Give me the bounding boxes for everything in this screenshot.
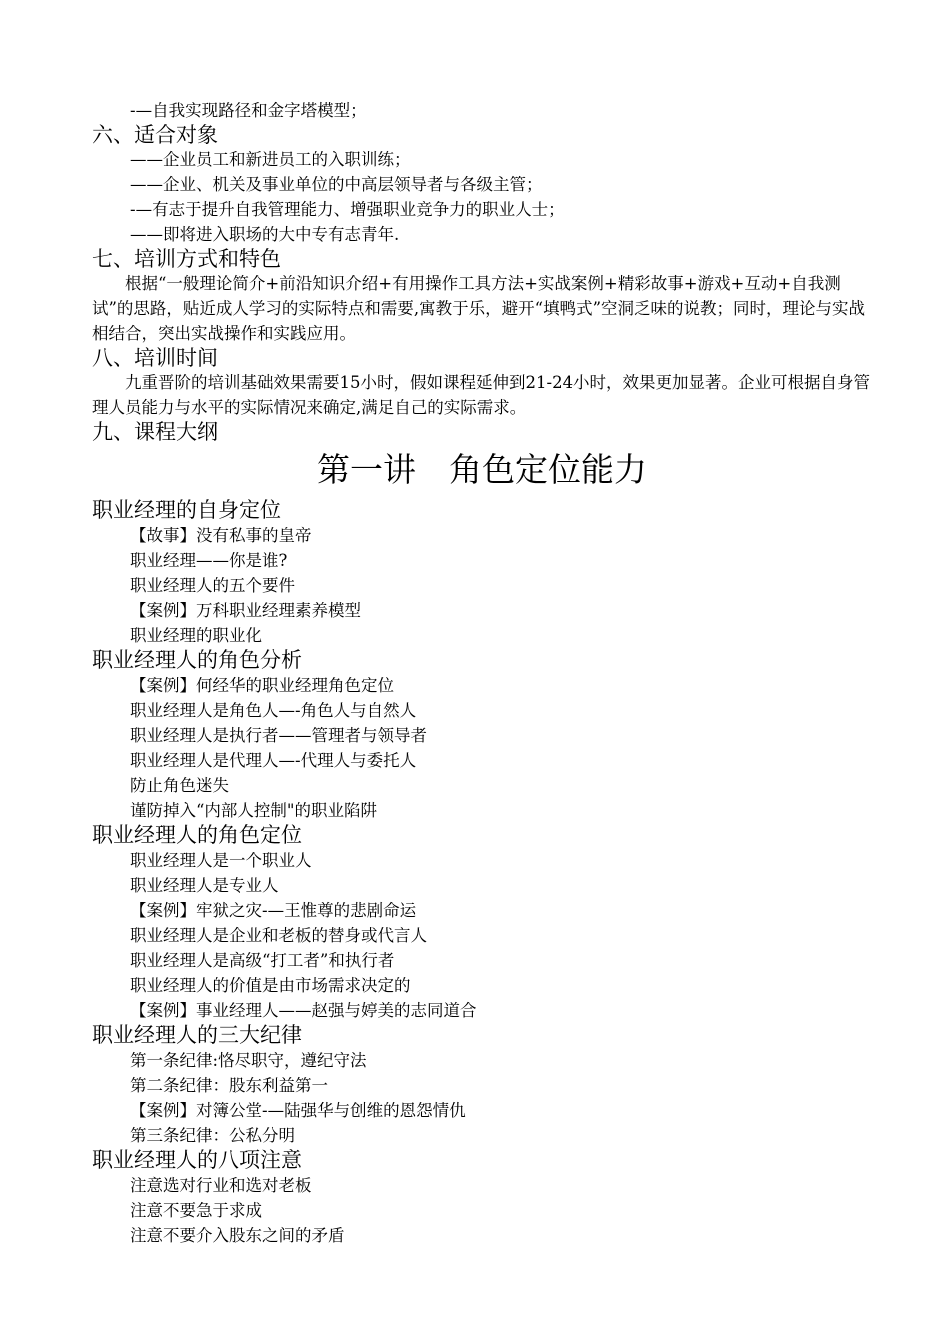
audience-item: -—有志于提升自我管理能力、增强职业竞争力的职业人士； xyxy=(130,200,565,219)
topic-item: 职业经理人是专业人 xyxy=(130,876,279,895)
topic-item: 职业经理人是执行者——管理者与领导者 xyxy=(130,726,427,745)
training-method-paragraph: 根据“一般理论简介+前沿知识介绍+有用操作工具方法+实战案例+精彩故事+游戏+互动+自我测试”的思路，贴近成人学习的实际特点和需要,寓教于乐，避开“填鸭式”空洞乏味的说教；同时，理论与实战相结合，突出实战操作和实践应用。 xyxy=(92,274,866,343)
topic-title: 职业经理的自身定位 xyxy=(92,498,281,522)
audience-item: ——企业、机关及事业单位的中高层领导者与各级主管； xyxy=(130,175,543,194)
topic-item: 职业经理的职业化 xyxy=(130,626,262,645)
topic-item: 第三条纪律：公私分明 xyxy=(130,1126,295,1145)
training-time-paragraph: 九重晋阶的培训基础效果需要15小时，假如课程延伸到21-24小时，效果更加显著。企业可根据自身管理人员能力与水平的实际情况来确定,满足自己的实际需求。 xyxy=(92,373,871,417)
lecture-title: 第一讲 角色定位能力 xyxy=(317,450,647,489)
topic-item: 第一条纪律:恪尽职守，遵纪守法 xyxy=(130,1051,367,1070)
topic-item: 职业经理人的价值是由市场需求决定的 xyxy=(130,976,411,995)
topic-item: 职业经理人是企业和老板的替身或代言人 xyxy=(130,926,427,945)
topic-item: 【案例】对簿公堂-—陆强华与创维的恩怨情仇 xyxy=(130,1101,466,1120)
section-heading-8: 八、培训时间 xyxy=(92,346,218,370)
topic-title: 职业经理人的角色分析 xyxy=(92,648,302,672)
topic-title: 职业经理人的八项注意 xyxy=(92,1148,302,1172)
audience-item: ——即将进入职场的大中专有志青年. xyxy=(130,225,400,244)
topic-item: 谨防掉入“内部人控制"的职业陷阱 xyxy=(130,801,378,820)
topic-item: 职业经理人是代理人—-代理人与委托人 xyxy=(130,751,417,770)
topic xyxy=(92,1023,872,1148)
topic-item: 【案例】万科职业经理素养模型 xyxy=(130,601,361,620)
topic-item: 职业经理人是高级“打工者”和执行者 xyxy=(130,951,395,970)
topic-item: 【案例】事业经理人——赵强与婷美的志同道合 xyxy=(130,1001,477,1020)
topic-item: 注意选对行业和选对老板 xyxy=(130,1176,312,1195)
topic-title: 职业经理人的三大纪律 xyxy=(92,1023,302,1047)
topic-item: 职业经理人是角色人—-角色人与自然人 xyxy=(130,701,417,720)
topic-item: 第二条纪律：股东利益第一 xyxy=(130,1076,328,1095)
document-page xyxy=(92,98,872,1248)
topic-item: 【案例】牢狱之灾-—王惟尊的悲剧命运 xyxy=(130,901,417,920)
intro-line: -—自我实现路径和金字塔模型； xyxy=(130,101,367,120)
topic-item: 【案例】何经华的职业经理角色定位 xyxy=(130,676,394,695)
topic xyxy=(92,823,872,1023)
audience-item: ——企业员工和新进员工的入职训练； xyxy=(130,150,411,169)
topic-title: 职业经理人的角色定位 xyxy=(92,823,302,847)
section-heading-7: 七、培训方式和特色 xyxy=(92,247,281,271)
topic xyxy=(92,648,872,823)
section-heading-9: 九、课程大纲 xyxy=(92,420,218,444)
topic-item: 职业经理——你是谁? xyxy=(130,551,288,570)
section-heading-6: 六、适合对象 xyxy=(92,123,218,147)
topic-item: 【故事】没有私事的皇帝 xyxy=(130,526,312,545)
topic-item: 注意不要急于求成 xyxy=(130,1201,262,1220)
topic-item: 防止角色迷失 xyxy=(130,776,229,795)
topic-item: 职业经理人的五个要件 xyxy=(130,576,295,595)
topic-item: 注意不要介入股东之间的矛盾 xyxy=(130,1226,345,1245)
topic xyxy=(92,1148,872,1248)
topic-item: 职业经理人是一个职业人 xyxy=(130,851,312,870)
topic xyxy=(92,498,872,648)
